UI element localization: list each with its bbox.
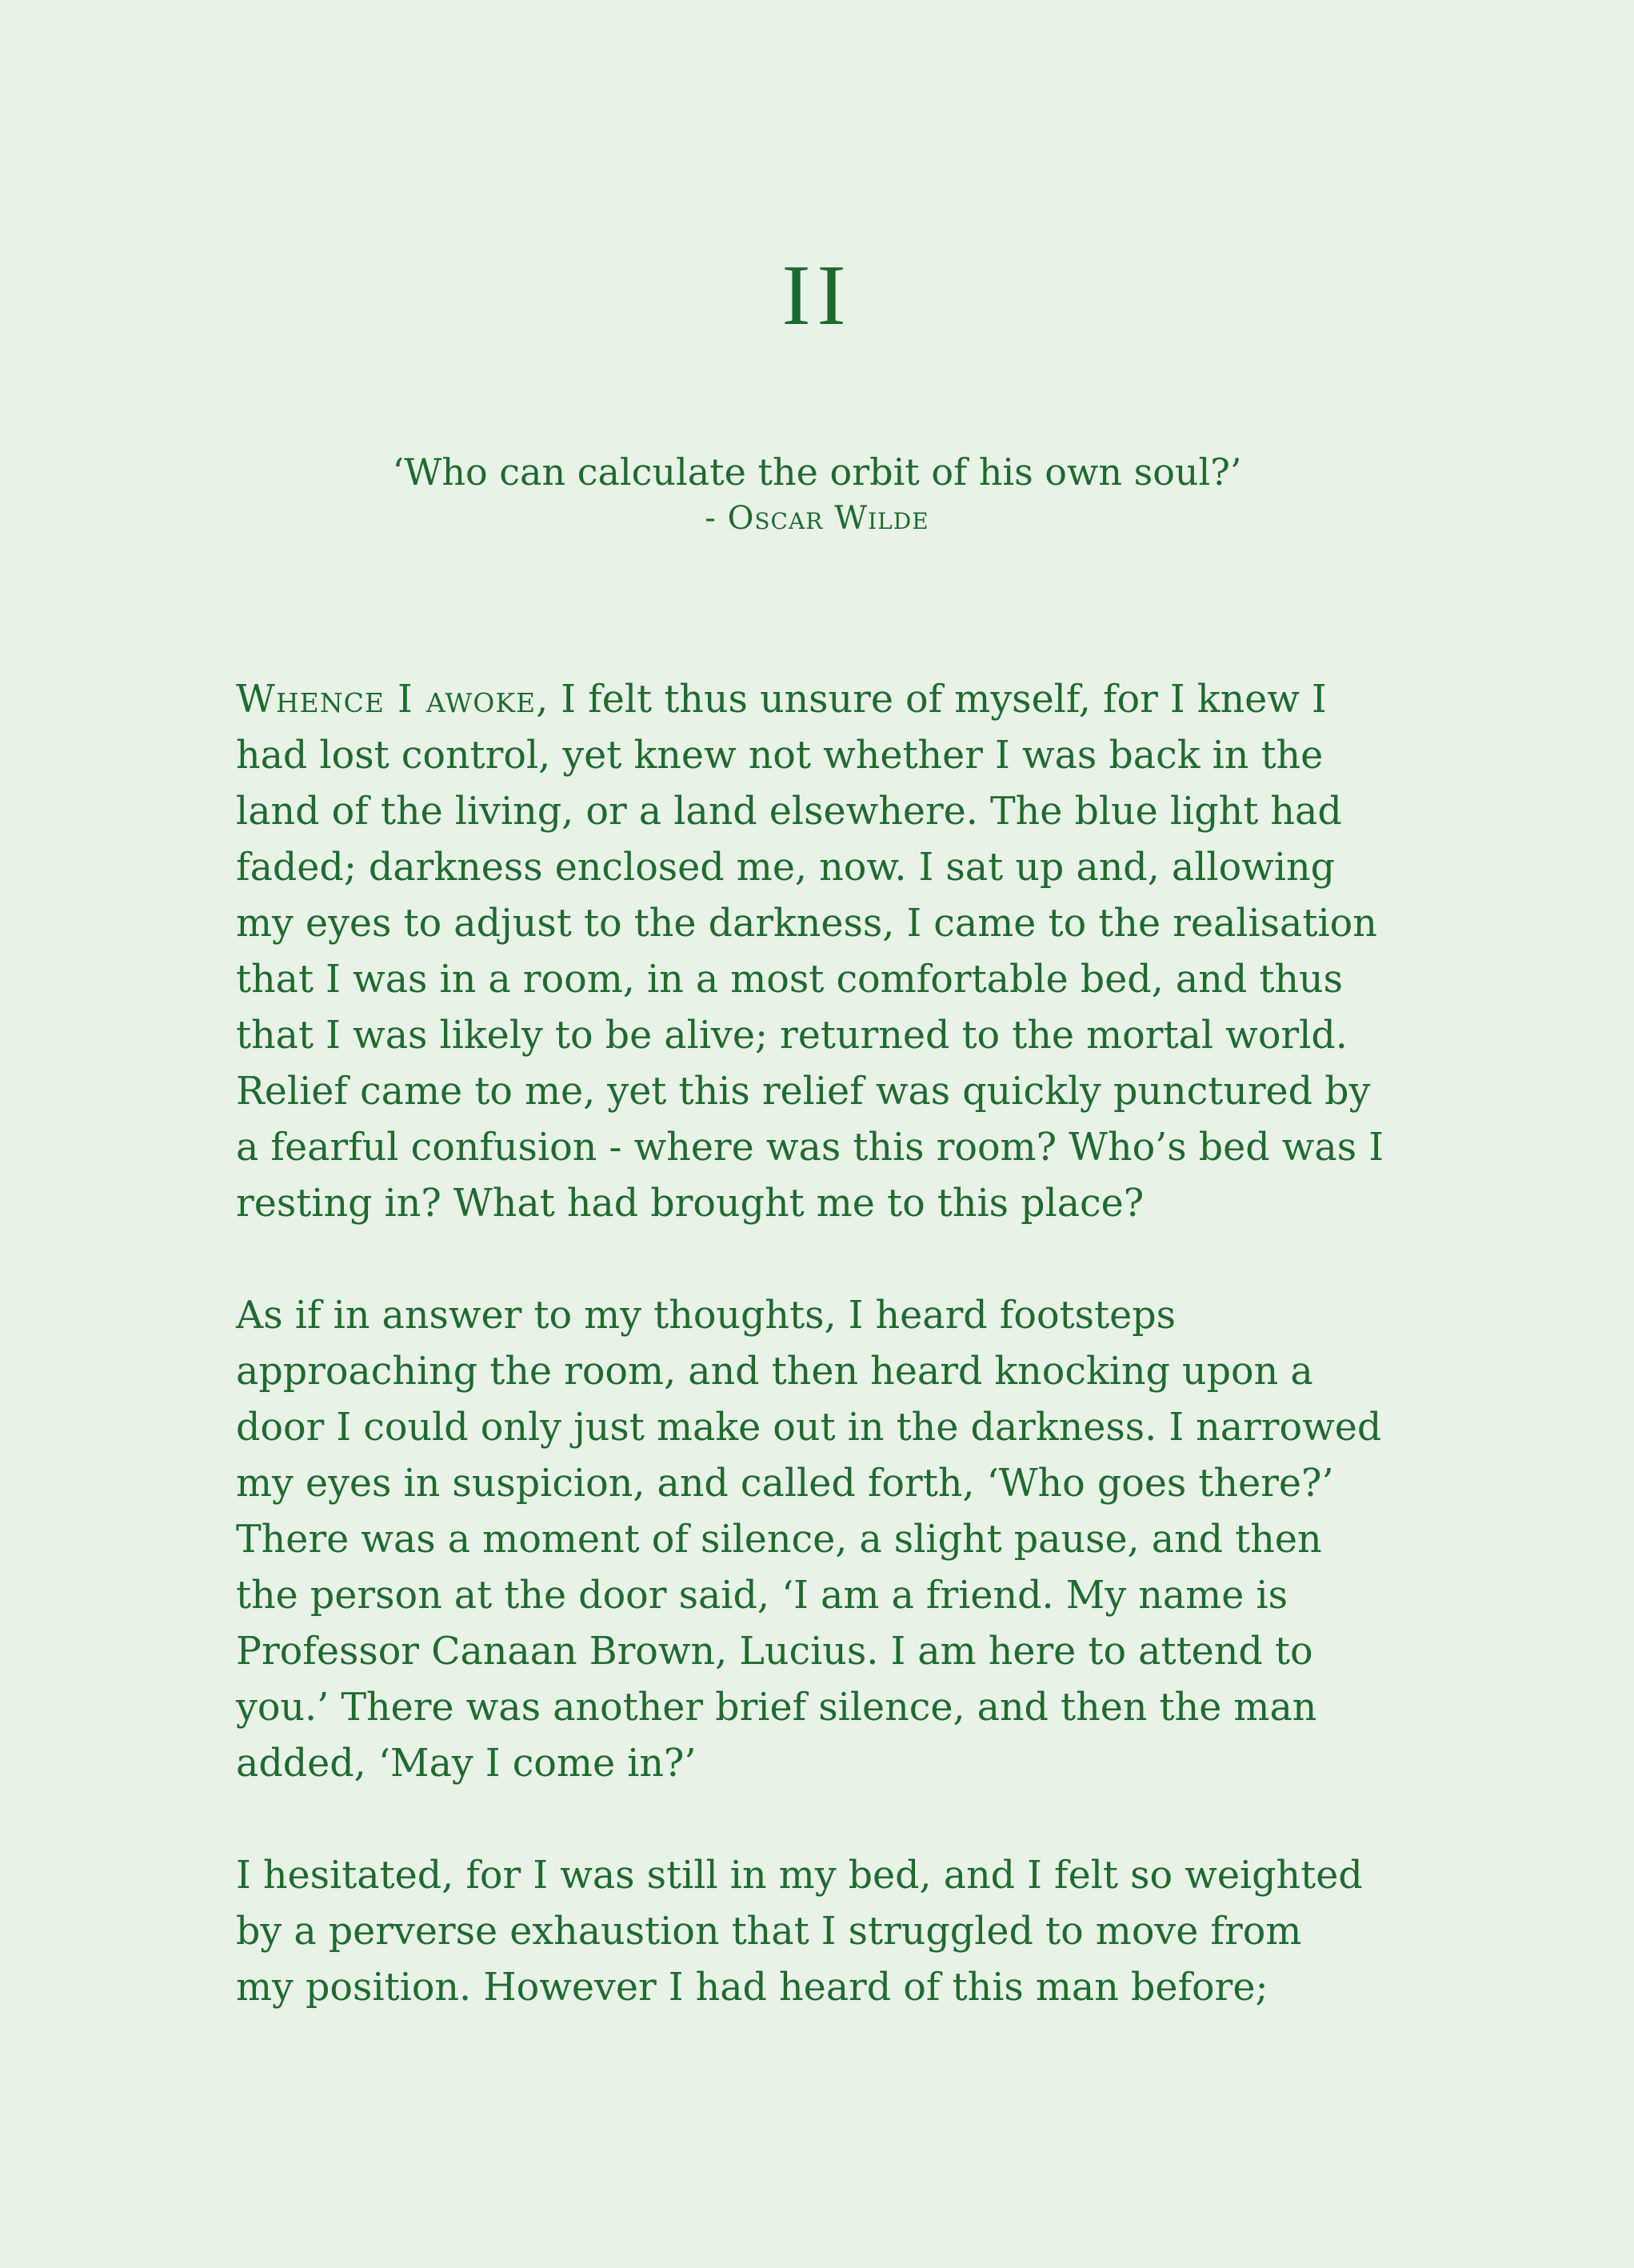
paragraph-line: resting in? What had brought me to this place? <box>236 1182 1145 1226</box>
line-text: I felt thus unsure of myself, for I knew I <box>549 678 1327 722</box>
paragraph-line: the person at the door said, ‘I am a friend. My name is <box>236 1574 1288 1618</box>
drop-lead: Whence I awoke, <box>236 678 549 722</box>
paragraph-line: Professor Canaan Brown, Lucius. I am here to attend to <box>236 1630 1313 1674</box>
paragraph-line: approaching the room, and then heard knocking upon a <box>236 1350 1313 1394</box>
epigraph-attribution: - Oscar Wilde <box>705 500 929 537</box>
paragraph-line: There was a moment of silence, a slight pause, and then <box>236 1518 1322 1562</box>
paragraph-line: my eyes to adjust to the darkness, I came to the realisation <box>236 902 1377 946</box>
epigraph <box>0 448 1634 541</box>
body-text <box>236 672 1420 2072</box>
paragraph-line: land of the living, or a land elsewhere. The blue light had <box>236 790 1342 834</box>
paragraph-2 <box>236 1288 1420 1792</box>
paragraph-line: Relief came to me, yet this relief was quickly punctured by <box>236 1070 1371 1114</box>
paragraph-line: faded; darkness enclosed me, now. I sat up and, allowing <box>236 846 1336 890</box>
chapter-number: II <box>781 248 853 343</box>
paragraph-line: you.’ There was another brief silence, and then the man <box>236 1686 1317 1730</box>
paragraph-line: a fearful confusion - where was this room? Who’s bed was I <box>236 1126 1384 1170</box>
epigraph-quote: ‘Who can calculate the orbit of his own soul?’ <box>392 450 1242 494</box>
paragraph-line: I hesitated, for I was still in my bed, and I felt so weighted <box>236 1854 1363 1898</box>
paragraph-line: that I was in a room, in a most comfortable bed, and thus <box>236 958 1343 1002</box>
paragraph-line: had lost control, yet knew not whether I was back in the <box>236 734 1324 778</box>
paragraph-line <box>236 672 1420 728</box>
paragraph-line: that I was likely to be alive; returned to the mortal world. <box>236 1014 1348 1058</box>
paragraph-line: As if in answer to my thoughts, I heard footsteps <box>236 1294 1176 1338</box>
paragraph-line: door I could only just make out in the darkness. I narrowed <box>236 1406 1382 1450</box>
paragraph-1 <box>236 672 1420 1232</box>
paragraph-line: by a perverse exhaustion that I struggled to move from <box>236 1910 1302 1954</box>
paragraph-line: my position. However I had heard of this man before; <box>236 1966 1268 2010</box>
paragraph-3 <box>236 1848 1420 2016</box>
paragraph-line: added, ‘May I come in?’ <box>236 1742 697 1786</box>
paragraph-line: my eyes in suspicion, and called forth, ‘Who goes there?’ <box>236 1462 1334 1506</box>
